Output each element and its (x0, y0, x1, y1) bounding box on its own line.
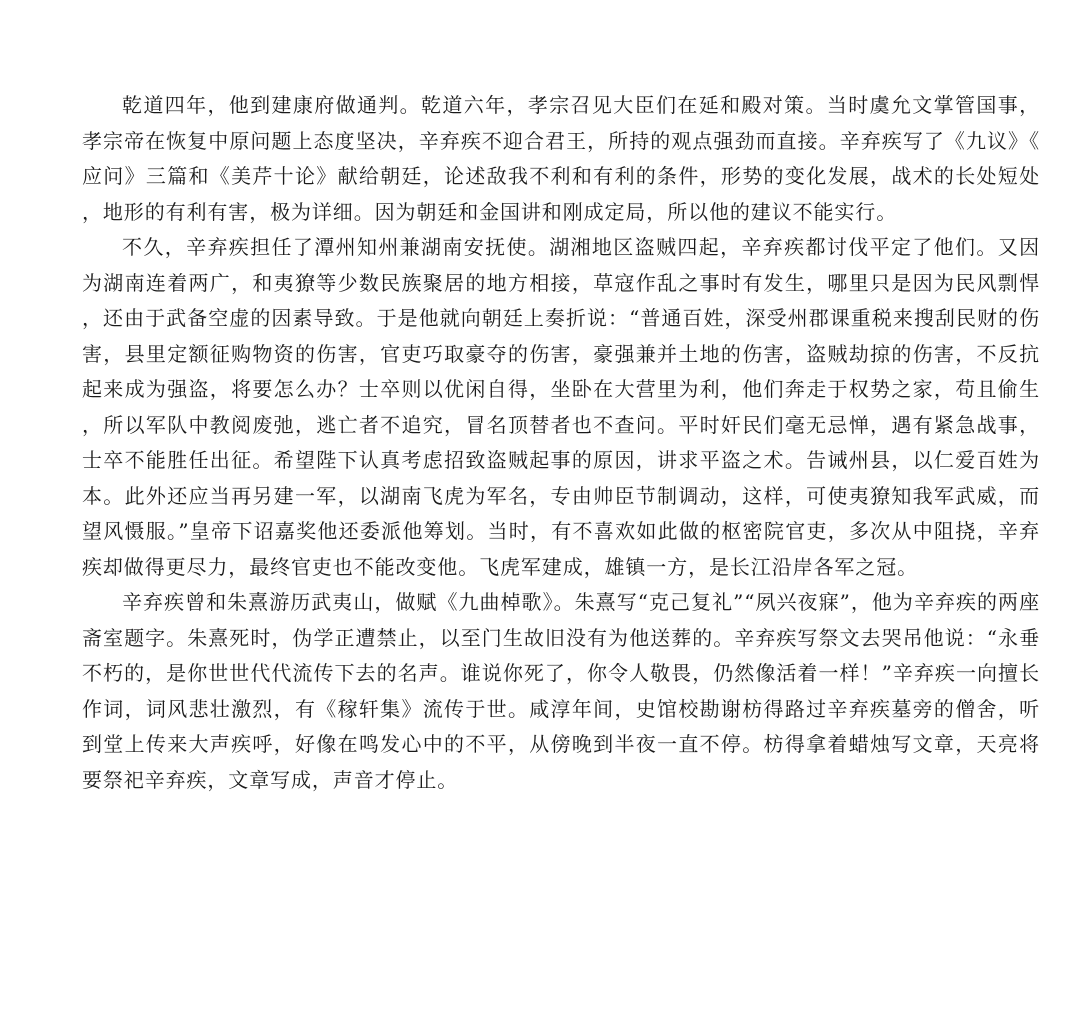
paragraph-3: 辛弃疾曾和朱熹游历武夷山，做赋《九曲棹歌》。朱熹写“克己复礼”“夙兴夜寐”，他为辛弃疾的两座斋室题字。朱熹死时，伪学正遭禁止，以至门生故旧没有为他送葬的。辛弃疾写祭文去哭吊他说：“永垂不朽的，是你世世代代流传下去的名声。谁说你死了，你令人敬畏，仍然像活着一样！”辛弃疾一向擅长作词，词风悲壮激烈，有《稼轩集》流传于世。咸淳年间，史馆校勘谢枋得路过辛弃疾墓旁的僧舍，听到堂上传来大声疾呼，好像在鸣发心中的不平，从傍晚到半夜一直不停。枋得拿着蜡烛写文章，天亮将要祭祀辛弃疾，文章写成，声音才停止。 (82, 590, 1040, 792)
paragraph-1: 乾道四年，他到建康府做通判。乾道六年，孝宗召见大臣们在延和殿对策。当时虞允文掌管国事，孝宗帝在恢复中原问题上态度坚决，辛弃疾不迎合君王，所持的观点强劲而直接。辛弃疾写了《九议》《应问》三篇和《美芹十论》献给朝廷，论述敌我不利和有利的条件，形势的变化发展，战术的长处短处，地形的有利有害，极为详细。因为朝廷和金国讲和刚成定局，所以他的建议不能实行。 (82, 93, 1040, 224)
paragraph-2: 不久，辛弃疾担任了潭州知州兼湖南安抚使。湖湘地区盗贼四起，辛弃疾都讨伐平定了他们。又因为湖南连着两广，和夷獠等少数民族聚居的地方相接，草寇作乱之事时有发生，哪里只是因为民风剽悍，还由于武备空虚的因素导致。于是他就向朝廷上奏折说：“普通百姓，深受州郡课重税来搜刮民财的伤害，县里定额征购物资的伤害，官吏巧取豪夺的伤害，豪强兼并土地的伤害，盗贼劫掠的伤害，不反抗起来成为强盗，将要怎么办？士卒则以优闲自得，坐卧在大营里为利，他们奔走于权势之家，苟且偷生，所以军队中教阅废弛，逃亡者不追究，冒名顶替者也不查问。平时奸民们毫无忌惮，遇有紧急战事，士卒不能胜任出征。希望陛下认真考虑招致盗贼起事的原因，讲求平盗之术。告诫州县，以仁爱百姓为本。此外还应当再另建一军，以湖南飞虎为军名，专由帅臣节制调动，这样，可使夷獠知我军武威，而望风慑服。”皇帝下诏嘉奖他还委派他筹划。当时，有不喜欢如此做的枢密院官吏，多次从中阻挠，辛弃疾却做得更尽力，最终官吏也不能改变他。飞虎军建成，雄镇一方，是长江沿岸各军之冠。 (82, 235, 1040, 579)
